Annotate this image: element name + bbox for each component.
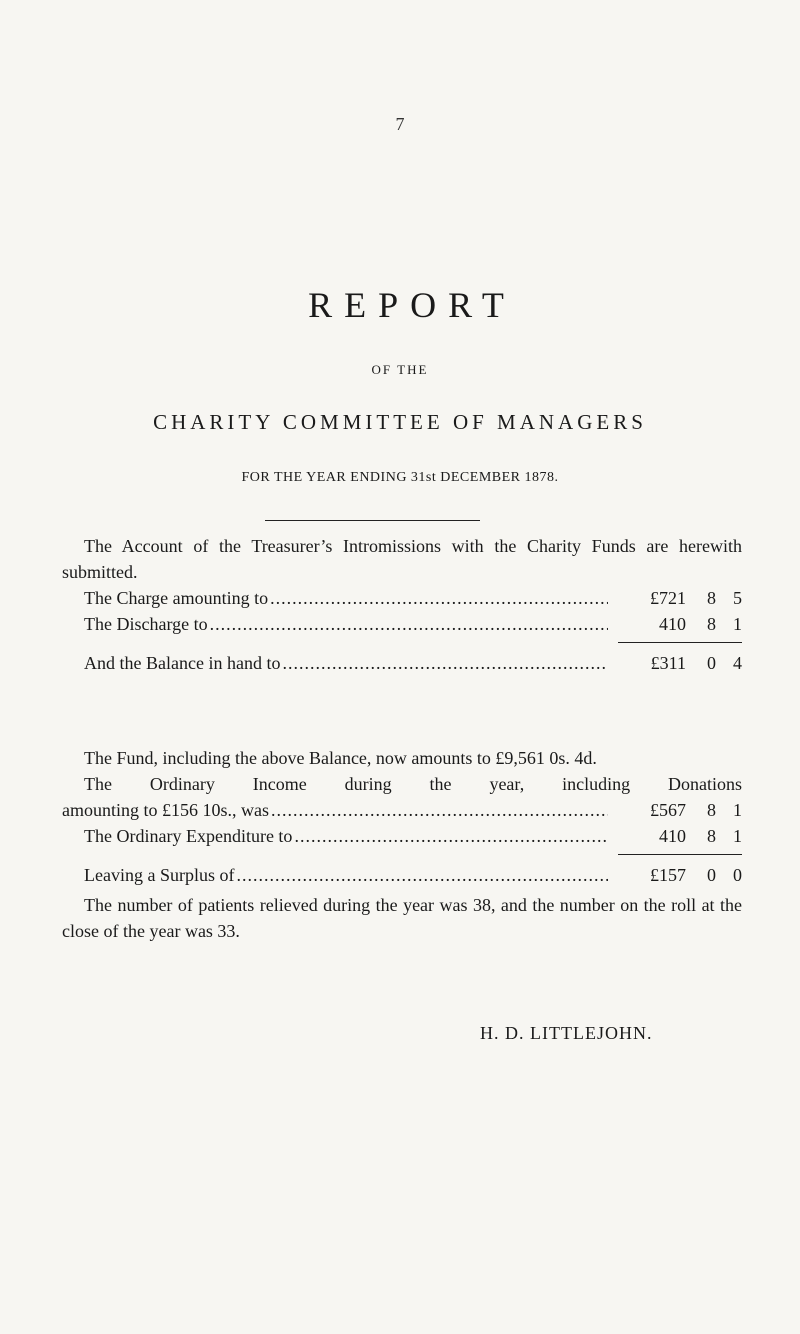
report-title: REPORT — [308, 285, 516, 325]
surplus-pence: 0 — [733, 865, 742, 885]
patients-paragraph: The number of patients relieved during the year was 38, and the number on the roll at the close of the year was 33. — [62, 895, 742, 941]
report-subtitle-of-the: OF THE — [371, 362, 429, 377]
dot-leader — [270, 585, 608, 611]
balance-label: And the Balance in hand to — [84, 653, 281, 673]
charge-line — [62, 585, 742, 611]
charge-pounds: £721 — [650, 588, 686, 608]
income-pence: 1 — [733, 800, 742, 820]
balance-line — [62, 650, 742, 676]
signature: H. D. LITTLEJOHN. — [480, 1023, 653, 1043]
surplus-label: Leaving a Surplus of — [84, 865, 235, 885]
surplus-pounds: £157 — [650, 865, 686, 885]
income-paragraph: The Ordinary Income during the year, including Donations — [84, 774, 742, 794]
surplus-amount — [610, 862, 742, 888]
expenditure-amount — [610, 823, 742, 849]
charge-amount — [610, 585, 742, 611]
discharge-shillings: 8 — [707, 614, 716, 634]
heading-divider — [265, 520, 480, 521]
balance-amount — [610, 650, 742, 676]
committee-heading: CHARITY COMMITTEE OF MANAGERS — [153, 410, 647, 434]
income-pounds: £567 — [650, 800, 686, 820]
dot-leader — [236, 862, 608, 888]
page-number: 7 — [395, 114, 405, 134]
discharge-amount — [610, 611, 742, 637]
dot-leader — [294, 823, 608, 849]
discharge-pence: 1 — [733, 614, 742, 634]
treasurer-account-section — [62, 533, 742, 676]
dot-leader — [210, 611, 608, 637]
expenditure-pounds: 410 — [659, 826, 686, 846]
surplus-line — [62, 862, 742, 888]
income-line — [62, 797, 742, 823]
charge-shillings: 8 — [707, 588, 716, 608]
discharge-line — [62, 611, 742, 637]
year-heading: FOR THE YEAR ENDING 31st DECEMBER 1878. — [241, 470, 559, 485]
charge-label: The Charge amounting to — [84, 588, 269, 608]
income-label: amounting to £156 10s., was — [62, 800, 269, 820]
income-shillings: 8 — [707, 800, 716, 820]
dot-leader — [282, 650, 608, 676]
surplus-sum-rule — [62, 849, 742, 862]
expenditure-shillings: 8 — [707, 826, 716, 846]
income-amount — [610, 797, 742, 823]
balance-sum-rule — [62, 637, 742, 650]
expenditure-label: The Ordinary Expenditure to — [84, 826, 293, 846]
charge-pence: 5 — [733, 588, 742, 608]
balance-pence: 4 — [733, 653, 742, 673]
balance-pounds: £311 — [650, 653, 686, 673]
intro-paragraph: The Account of the Treasurer’s Intromissions with the Charity Funds are herewith submitted. — [62, 536, 742, 582]
expenditure-line — [62, 823, 742, 849]
discharge-pounds: 410 — [659, 614, 686, 634]
discharge-label: The Discharge to — [84, 614, 208, 634]
surplus-shillings: 0 — [707, 865, 716, 885]
dot-leader — [271, 797, 608, 823]
balance-shillings: 0 — [707, 653, 716, 673]
expenditure-pence: 1 — [733, 826, 742, 846]
fund-paragraph: The Fund, including the above Balance, now amounts to £9,561 0s. 4d. — [84, 748, 597, 768]
income-section — [62, 745, 742, 944]
